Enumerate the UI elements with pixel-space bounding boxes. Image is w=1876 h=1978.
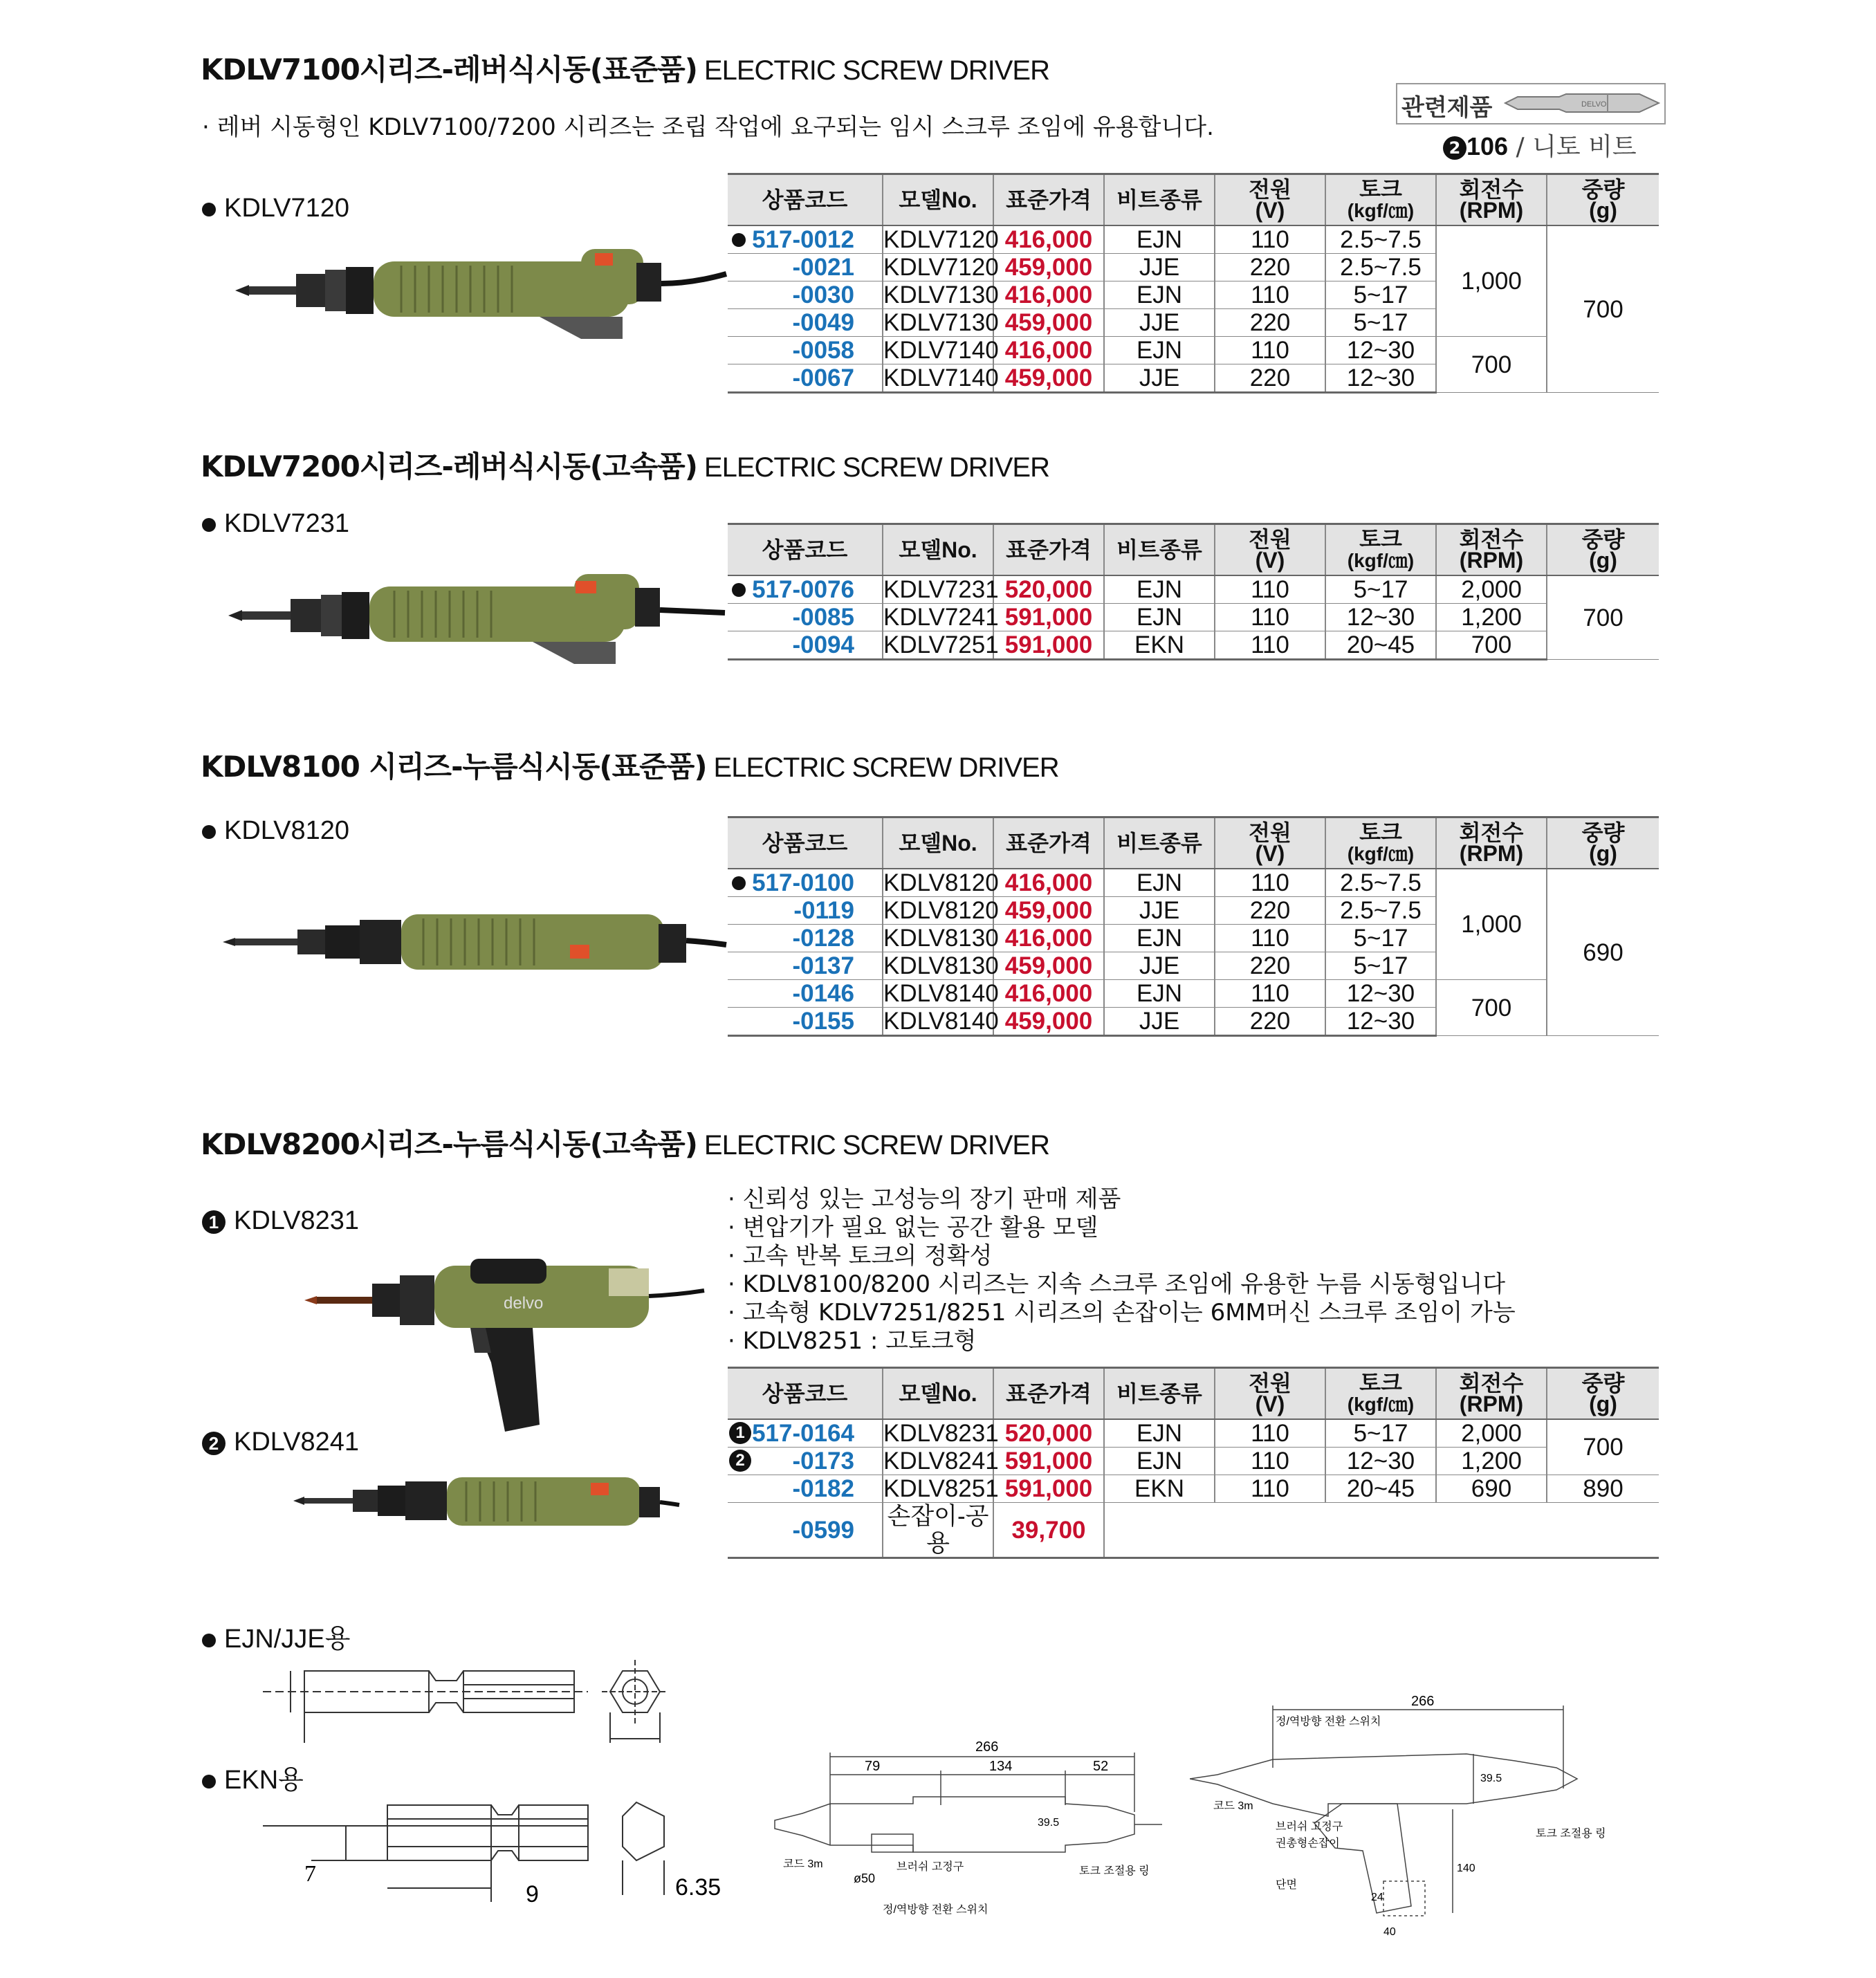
col-model: 모델No.: [883, 1368, 993, 1420]
col-power: 전원 (V): [1215, 174, 1325, 226]
bit-type: JJE: [1104, 309, 1215, 337]
related-num-icon: 2: [1443, 136, 1466, 160]
bit-type: EJN: [1104, 980, 1215, 1008]
section3-model-label: [202, 816, 349, 846]
ejn-bit-drawing: [263, 1653, 692, 1757]
price: 39,700: [993, 1503, 1104, 1558]
price: 416,000: [993, 337, 1104, 364]
weight: 690: [1547, 869, 1659, 1036]
label-ring: 토크 조절용 링: [1079, 1865, 1150, 1877]
bit-type: EKN: [1104, 631, 1215, 660]
bit-type: EJN: [1104, 281, 1215, 309]
torque: 20~45: [1325, 631, 1436, 660]
model-no: KDLV7120: [883, 254, 999, 281]
bit-type: EJN: [1104, 575, 1215, 604]
power: 220: [1215, 1008, 1325, 1036]
table-row[interactable]: [728, 631, 1659, 660]
ekn-label: [202, 1758, 304, 1796]
ekn-dim-c: 6.35: [675, 1874, 721, 1901]
rpm: 700: [1436, 980, 1547, 1036]
price: 459,000: [993, 309, 1104, 337]
power: 110: [1215, 925, 1325, 952]
weight: 700: [1547, 575, 1659, 660]
col-power: 전원 (V): [1215, 1368, 1325, 1420]
label-cord: 코드 3m: [1213, 1800, 1253, 1812]
product-code[interactable]: 517-0012: [728, 225, 883, 254]
feature-item: · 신뢰성 있는 고성능의 장기 판매 제품: [728, 1185, 1121, 1213]
label-switch: 정/역방향 전환 스위치: [1276, 1716, 1381, 1728]
torque: 2.5~7.5: [1325, 254, 1436, 281]
price: 520,000: [993, 575, 1104, 604]
col-power: 전원 (V): [1215, 524, 1325, 576]
section1-title-kr: KDLV7100시리즈-레버식시동(표준품): [201, 53, 697, 86]
dim-a: 79: [865, 1759, 881, 1774]
table-row[interactable]: [728, 604, 1659, 631]
label-section: 단면: [1276, 1879, 1297, 1891]
product-code[interactable]: -0030: [728, 281, 883, 309]
kdlv7231-tool-image: [228, 560, 726, 671]
product-code[interactable]: 517-0076: [728, 575, 883, 604]
col-rpm: 회전수 (RPM): [1436, 1368, 1547, 1420]
section2-title-kr: KDLV7200시리즈-레버식시동(고속품): [201, 450, 697, 483]
section2-model-label: [202, 509, 349, 539]
col-torque: 토크 (kgf/㎝): [1325, 524, 1436, 576]
power: 110: [1215, 1419, 1325, 1448]
label-switch: 정/역방향 전환 스위치: [883, 1904, 988, 1916]
related-product-number: 106: [1466, 132, 1509, 160]
bullet-icon: [732, 583, 746, 597]
power: 220: [1215, 309, 1325, 337]
section4-title-kr: KDLV8200시리즈-누름식시동(고속품): [201, 1127, 697, 1161]
col-bit: 비트종류: [1104, 524, 1215, 576]
rpm: 1,200: [1436, 1448, 1547, 1475]
section2-spec-table: [728, 523, 1659, 660]
price: 591,000: [993, 631, 1104, 660]
rpm: 1,200: [1436, 604, 1547, 631]
bit-type: JJE: [1104, 897, 1215, 925]
power: 110: [1215, 337, 1325, 364]
section1-description: · 레버 시동형인 KDLV7100/7200 시리즈는 조립 작업에 요구되는 임시 스크루 조임에 유용합니다.: [202, 113, 1214, 141]
kdlv7120-tool-image: [235, 235, 733, 346]
torque: 5~17: [1325, 309, 1436, 337]
weight: 700: [1547, 1419, 1659, 1475]
price: 591,000: [993, 604, 1104, 631]
dim-total: 266: [1411, 1694, 1435, 1709]
product-code[interactable]: -0119: [728, 897, 883, 925]
number-one-icon: 1: [729, 1422, 751, 1444]
product-code[interactable]: -0021: [728, 254, 883, 281]
model-no: KDLV7251: [883, 631, 999, 658]
table-row[interactable]: [728, 1475, 1659, 1503]
ekn-label-text: EKN용: [224, 1766, 304, 1795]
dim-h: 39.5: [1480, 1773, 1502, 1784]
label-cord: 코드 3m: [783, 1858, 823, 1870]
torque: 5~17: [1325, 952, 1436, 980]
dim-c: 52: [1093, 1759, 1109, 1774]
related-product-ref[interactable]: [1443, 127, 1637, 163]
product-code[interactable]: -0146: [728, 980, 883, 1008]
dim-h2: 140: [1457, 1863, 1475, 1874]
price: 591,000: [993, 1475, 1104, 1503]
bit-type: EKN: [1104, 1475, 1215, 1503]
table-row[interactable]: [728, 1503, 1659, 1558]
torque: 2.5~7.5: [1325, 225, 1436, 254]
section3-spec-table: [728, 816, 1659, 1037]
power: 110: [1215, 225, 1325, 254]
label-handle: 권총형손잡이: [1276, 1838, 1340, 1849]
dim-w: 40: [1383, 1926, 1396, 1938]
price: 459,000: [993, 254, 1104, 281]
power: 110: [1215, 631, 1325, 660]
rpm: 690: [1436, 1475, 1547, 1503]
weight: 890: [1547, 1475, 1659, 1503]
torque: 5~17: [1325, 281, 1436, 309]
col-model: 모델No.: [883, 817, 993, 869]
price: 416,000: [993, 980, 1104, 1008]
model-no: KDLV8251: [883, 1475, 999, 1502]
price: 591,000: [993, 1448, 1104, 1475]
feature-item: · 고속형 KDLV7251/8251 시리즈의 손잡이는 6MM머신 스크루 조임이 가능: [728, 1299, 1516, 1327]
dim-h: 39.5: [1038, 1817, 1060, 1829]
product-code[interactable]: -0094: [728, 631, 883, 660]
model-no: KDLV7140: [883, 364, 999, 391]
col-bit: 비트종류: [1104, 817, 1215, 869]
bit-type: EJN: [1104, 869, 1215, 897]
product-code[interactable]: 517-0100: [728, 869, 883, 897]
bit-type: EJN: [1104, 1419, 1215, 1448]
model-no: KDLV8241: [883, 1448, 999, 1475]
rpm: 1,000: [1436, 225, 1547, 337]
col-model: 모델No.: [883, 524, 993, 576]
ejn-label: [202, 1617, 350, 1655]
col-power: 전원 (V): [1215, 817, 1325, 869]
feature-item: · 고속 반복 토크의 정확성: [728, 1242, 993, 1270]
model-no: KDLV7130: [883, 281, 999, 308]
related-product-box[interactable]: [1396, 83, 1666, 124]
table-row[interactable]: [728, 869, 1659, 897]
power: 220: [1215, 364, 1325, 393]
col-torque: 토크 (kgf/㎝): [1325, 1368, 1436, 1420]
power: 220: [1215, 254, 1325, 281]
col-weight: 중량 (g): [1547, 524, 1659, 576]
col-price: 표준가격: [993, 1368, 1104, 1420]
model-no: KDLV8120: [883, 897, 999, 924]
bit-engraving-text: DELVO: [1581, 100, 1607, 109]
empty-cell: [1104, 1503, 1659, 1558]
table-row[interactable]: [728, 337, 1659, 364]
bit-type: EJN: [1104, 1448, 1215, 1475]
power: 110: [1215, 1448, 1325, 1475]
product-code[interactable]: -0155: [728, 1008, 883, 1036]
bit-type: EJN: [1104, 225, 1215, 254]
section1-model-text: KDLV7120: [224, 194, 349, 223]
table-row[interactable]: [728, 225, 1659, 254]
power: 220: [1215, 952, 1325, 980]
bit-type: JJE: [1104, 1008, 1215, 1036]
section4-features: [728, 1185, 1516, 1356]
col-rpm: 회전수 (RPM): [1436, 174, 1547, 226]
kdlv8120-tool-image: [223, 899, 728, 982]
bullet-icon: [202, 1775, 216, 1788]
table-row[interactable]: [728, 1419, 1659, 1448]
torque: 5~17: [1325, 575, 1436, 604]
model-no: KDLV8140: [883, 1008, 999, 1035]
torque: 5~17: [1325, 1419, 1436, 1448]
section3-title-en: ELECTRIC SCREW DRIVER: [713, 752, 1059, 783]
ekn-bit-drawing: [263, 1791, 733, 1916]
bullet-icon: [202, 1634, 216, 1647]
col-price: 표준가격: [993, 524, 1104, 576]
brand-text: delvo: [504, 1294, 544, 1313]
product-code[interactable]: -0137: [728, 952, 883, 980]
model-no: KDLV8130: [883, 925, 999, 952]
table-header-row: [728, 817, 1659, 869]
dim-dia: ø50: [854, 1871, 876, 1885]
ejn-label-text: EJN/JJE용: [224, 1625, 351, 1654]
power: 110: [1215, 980, 1325, 1008]
rpm: 700: [1436, 631, 1547, 660]
ekn-dim-a: 7: [304, 1861, 316, 1887]
dim-total: 266: [975, 1739, 999, 1755]
bullet-icon: [202, 203, 216, 216]
dimension-drawing-pistol: [1190, 1685, 1619, 1941]
power: 110: [1215, 1475, 1325, 1503]
torque: 2.5~7.5: [1325, 869, 1436, 897]
model-no: KDLV8130: [883, 952, 999, 979]
torque: 2.5~7.5: [1325, 897, 1436, 925]
feature-item: · 변압기가 필요 없는 공간 활용 모델: [728, 1214, 1098, 1241]
model-no: KDLV8140: [883, 980, 999, 1007]
bit-type: JJE: [1104, 952, 1215, 980]
section3-title-kr: KDLV8100 시리즈-누름식시동(표준품): [201, 750, 707, 784]
kdlv8231-tool-image: [304, 1231, 706, 1439]
rpm: 2,000: [1436, 1419, 1547, 1448]
torque: 12~30: [1325, 337, 1436, 364]
table-header-row: [728, 174, 1659, 226]
price: 459,000: [993, 1008, 1104, 1036]
model-no: KDLV8231: [883, 1420, 999, 1447]
model-no: KDLV7120: [883, 226, 999, 253]
dim-w2: 24: [1371, 1892, 1383, 1903]
price: 416,000: [993, 281, 1104, 309]
product-code[interactable]: 1 517-0164: [728, 1419, 883, 1448]
section1-spec-table: [728, 173, 1659, 394]
bit-type: EJN: [1104, 925, 1215, 952]
bit-type: JJE: [1104, 254, 1215, 281]
model-no: KDLV7140: [883, 337, 999, 364]
col-code: 상품코드: [728, 1368, 883, 1420]
section1-title-en: ELECTRIC SCREW DRIVER: [704, 55, 1049, 86]
torque: 12~30: [1325, 604, 1436, 631]
section4-title: [201, 1122, 1049, 1163]
section4-model1-text: KDLV8231: [234, 1206, 359, 1235]
power: 220: [1215, 897, 1325, 925]
col-bit: 비트종류: [1104, 174, 1215, 226]
section4-model2-text: KDLV8241: [234, 1427, 359, 1457]
col-weight: 중량 (g): [1547, 817, 1659, 869]
torque: 20~45: [1325, 1475, 1436, 1503]
section2-model-text: KDLV7231: [224, 509, 349, 538]
product-code[interactable]: 2 -0173: [728, 1448, 883, 1475]
col-weight: 중량 (g): [1547, 1368, 1659, 1420]
bit-type: JJE: [1104, 364, 1215, 393]
label-brush: 브러쉬 고정구: [896, 1861, 964, 1873]
number-one-icon: 1: [202, 1210, 226, 1234]
feature-item: · KDLV8100/8200 시리즈는 지속 스크루 조임에 유용한 누름 시동형입니다: [728, 1270, 1506, 1298]
power: 110: [1215, 575, 1325, 604]
bullet-icon: [202, 518, 216, 532]
price: 520,000: [993, 1419, 1104, 1448]
model-no: 손잡이-공용: [883, 1503, 993, 1558]
col-torque: 토크 (kgf/㎝): [1325, 817, 1436, 869]
section1-title: [201, 47, 1049, 89]
model-no: KDLV7130: [883, 309, 999, 336]
table-row[interactable]: [728, 980, 1659, 1008]
product-code[interactable]: -0599: [728, 1503, 883, 1558]
ekn-dim-b: 9: [526, 1881, 539, 1907]
torque: 12~30: [1325, 364, 1436, 393]
price: 416,000: [993, 869, 1104, 897]
product-code[interactable]: -0182: [728, 1475, 883, 1503]
product-code[interactable]: -0085: [728, 604, 883, 631]
col-price: 표준가격: [993, 174, 1104, 226]
torque: 12~30: [1325, 980, 1436, 1008]
price: 416,000: [993, 925, 1104, 952]
bit-type: EJN: [1104, 337, 1215, 364]
model-no: KDLV8120: [883, 869, 999, 896]
related-product-label: 관련제품: [1401, 94, 1493, 122]
torque: 12~30: [1325, 1008, 1436, 1036]
model-no: KDLV7241: [883, 604, 999, 631]
product-code[interactable]: -0049: [728, 309, 883, 337]
table-row[interactable]: [728, 1448, 1659, 1475]
table-header-row: [728, 1368, 1659, 1420]
product-code[interactable]: -0128: [728, 925, 883, 952]
label-ring: 토크 조절용 링: [1536, 1828, 1606, 1840]
section1-model-label: [202, 194, 349, 223]
feature-item: · KDLV8251 : 고토크형: [728, 1327, 977, 1355]
section2-title-en: ELECTRIC SCREW DRIVER: [704, 452, 1049, 483]
bit-type: EJN: [1104, 604, 1215, 631]
number-two-icon: 2: [202, 1432, 226, 1455]
model-no: KDLV7231: [883, 576, 999, 603]
product-code[interactable]: -0067: [728, 364, 883, 393]
col-rpm: 회전수 (RPM): [1436, 524, 1547, 576]
price: 416,000: [993, 225, 1104, 254]
section2-title: [201, 444, 1049, 486]
col-code: 상품코드: [728, 524, 883, 576]
table-header-row: [728, 524, 1659, 576]
table-row[interactable]: [728, 575, 1659, 604]
dimension-drawing-straight: [761, 1729, 1162, 1930]
power: 110: [1215, 281, 1325, 309]
section4-title-en: ELECTRIC SCREW DRIVER: [704, 1130, 1049, 1161]
product-code[interactable]: -0058: [728, 337, 883, 364]
section3-title: [201, 744, 1059, 786]
col-model: 모델No.: [883, 174, 993, 226]
number-two-icon: 2: [729, 1450, 751, 1472]
power: 110: [1215, 604, 1325, 631]
section4-spec-table: [728, 1367, 1659, 1559]
bullet-icon: [202, 825, 216, 839]
weight: 700: [1547, 225, 1659, 393]
torque: 5~17: [1325, 925, 1436, 952]
price: 459,000: [993, 952, 1104, 980]
price: 459,000: [993, 897, 1104, 925]
related-product-name: / 니토 비트: [1508, 133, 1637, 161]
col-rpm: 회전수 (RPM): [1436, 817, 1547, 869]
dim-b: 134: [989, 1759, 1013, 1774]
rpm: 2,000: [1436, 575, 1547, 604]
power: 110: [1215, 869, 1325, 897]
section3-model-text: KDLV8120: [224, 816, 349, 845]
col-code: 상품코드: [728, 817, 883, 869]
col-bit: 비트종류: [1104, 1368, 1215, 1420]
screw-bit-icon: [1504, 89, 1660, 118]
col-price: 표준가격: [993, 817, 1104, 869]
rpm: 1,000: [1436, 869, 1547, 980]
rpm: 700: [1436, 337, 1547, 393]
bullet-icon: [732, 876, 746, 890]
price: 459,000: [993, 364, 1104, 393]
bullet-icon: [732, 233, 746, 247]
kdlv8241-tool-image: [293, 1462, 681, 1531]
col-code: 상품코드: [728, 174, 883, 226]
torque: 12~30: [1325, 1448, 1436, 1475]
label-brush: 브러쉬 고정구: [1276, 1821, 1343, 1833]
col-weight: 중량 (g): [1547, 174, 1659, 226]
col-torque: 토크 (kgf/㎝): [1325, 174, 1436, 226]
